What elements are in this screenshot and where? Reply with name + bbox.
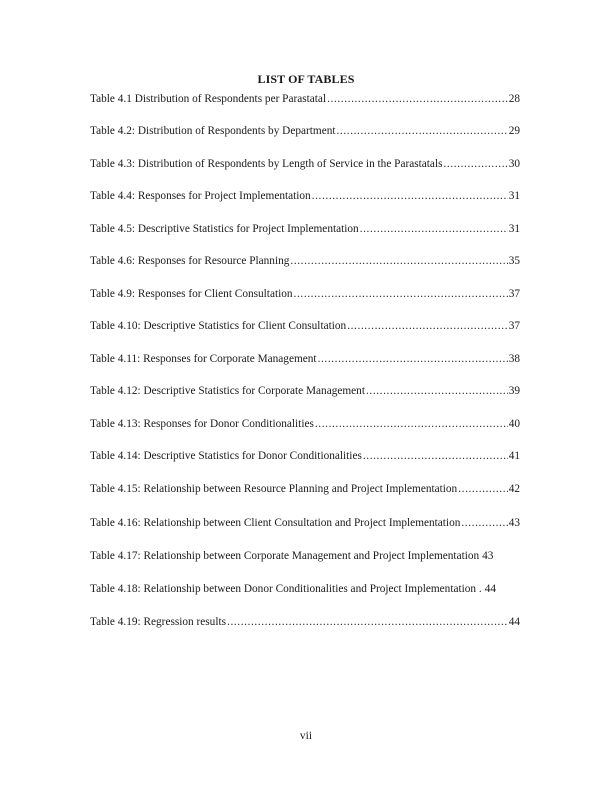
entry-label: Table 4.3: Distribution of Respondents by Length of Service in the Parastatals xyxy=(90,158,443,170)
toc-entry[interactable] xyxy=(90,254,520,268)
entry-page: 30 xyxy=(508,158,520,170)
entry-page: 38 xyxy=(508,353,520,365)
dot-leader xyxy=(363,449,508,463)
toc-entry[interactable] xyxy=(90,482,520,496)
list-of-tables-heading: LIST OF TABLES xyxy=(257,72,355,86)
toc-entry[interactable] xyxy=(90,549,520,563)
dot-leader xyxy=(366,384,508,398)
toc-entry[interactable] xyxy=(90,189,520,203)
toc-entry[interactable] xyxy=(90,222,520,236)
dot-leader xyxy=(443,157,507,171)
dot-leader xyxy=(290,254,507,268)
entry-page: 42 xyxy=(508,483,520,495)
dot-leader xyxy=(327,92,508,106)
entry-label: Table 4.12: Descriptive Statistics for Corporate Management xyxy=(90,385,365,397)
entry-page: 31 xyxy=(508,190,520,202)
dot-leader xyxy=(458,482,507,496)
entry-label: Table 4.18: Relationship between Donor Conditionalities and Project Implementation . xyxy=(90,583,482,595)
toc-entry[interactable] xyxy=(90,287,520,301)
entry-label: Table 4.4: Responses for Project Implementation xyxy=(90,190,311,202)
toc-entry[interactable] xyxy=(90,449,520,463)
entry-page: 44 xyxy=(484,583,496,595)
entry-label: Table 4.16: Relationship between Client Consultation and Project Implementation xyxy=(90,517,461,529)
entry-page: 31 xyxy=(508,223,520,235)
entry-page: 29 xyxy=(508,125,520,137)
toc-entry[interactable] xyxy=(90,124,520,138)
entry-page: 40 xyxy=(508,418,520,430)
toc-entry[interactable] xyxy=(90,615,520,629)
entry-page: 39 xyxy=(508,385,520,397)
entry-label: Table 4.5: Descriptive Statistics for Project Implementation xyxy=(90,223,359,235)
toc-entry[interactable] xyxy=(90,417,520,431)
entry-label: Table 4.17: Relationship between Corporate Management and Project Implementation xyxy=(90,550,480,562)
entry-label: Table 4.19: Regression results xyxy=(90,616,227,628)
entry-label: Table 4.11: Responses for Corporate Management xyxy=(90,353,317,365)
dot-leader xyxy=(227,615,508,629)
entry-label: Table 4.2: Distribution of Respondents by Department xyxy=(90,125,336,137)
toc-entry[interactable] xyxy=(90,92,520,106)
entry-page: 28 xyxy=(508,93,520,105)
dot-leader xyxy=(461,516,507,530)
dot-leader xyxy=(360,222,508,236)
dot-leader xyxy=(312,189,508,203)
toc-entry[interactable] xyxy=(90,319,520,333)
entry-page: 41 xyxy=(508,450,520,462)
dot-leader xyxy=(315,417,508,431)
entry-page: 44 xyxy=(508,616,520,628)
dot-leader xyxy=(318,352,508,366)
dot-leader xyxy=(337,124,508,138)
entry-page: 37 xyxy=(508,288,520,300)
page-number: vii xyxy=(299,730,313,742)
toc-entry[interactable] xyxy=(90,384,520,398)
entry-label: Table 4.1 Distribution of Respondents per Parastatal xyxy=(90,93,327,105)
entry-page: 35 xyxy=(508,255,520,267)
entry-page: 43 xyxy=(482,550,494,562)
toc-entry[interactable] xyxy=(90,157,520,171)
toc-entry[interactable] xyxy=(90,352,520,366)
dot-leader xyxy=(347,319,508,333)
entry-page: 37 xyxy=(508,320,520,332)
entry-label: Table 4.14: Descriptive Statistics for Donor Conditionalities xyxy=(90,450,362,462)
toc-entry[interactable] xyxy=(90,516,520,530)
entry-page: 43 xyxy=(508,517,520,529)
entry-label: Table 4.13: Responses for Donor Conditionalities xyxy=(90,418,314,430)
entry-label: Table 4.6: Responses for Resource Planning xyxy=(90,255,290,267)
entry-label: Table 4.10: Descriptive Statistics for Client Consultation xyxy=(90,320,347,332)
dot-leader xyxy=(294,287,508,301)
entry-label: Table 4.15: Relationship between Resource Planning and Project Implementation xyxy=(90,483,458,495)
entry-label: Table 4.9: Responses for Client Consultation xyxy=(90,288,293,300)
toc-entry[interactable] xyxy=(90,582,520,596)
